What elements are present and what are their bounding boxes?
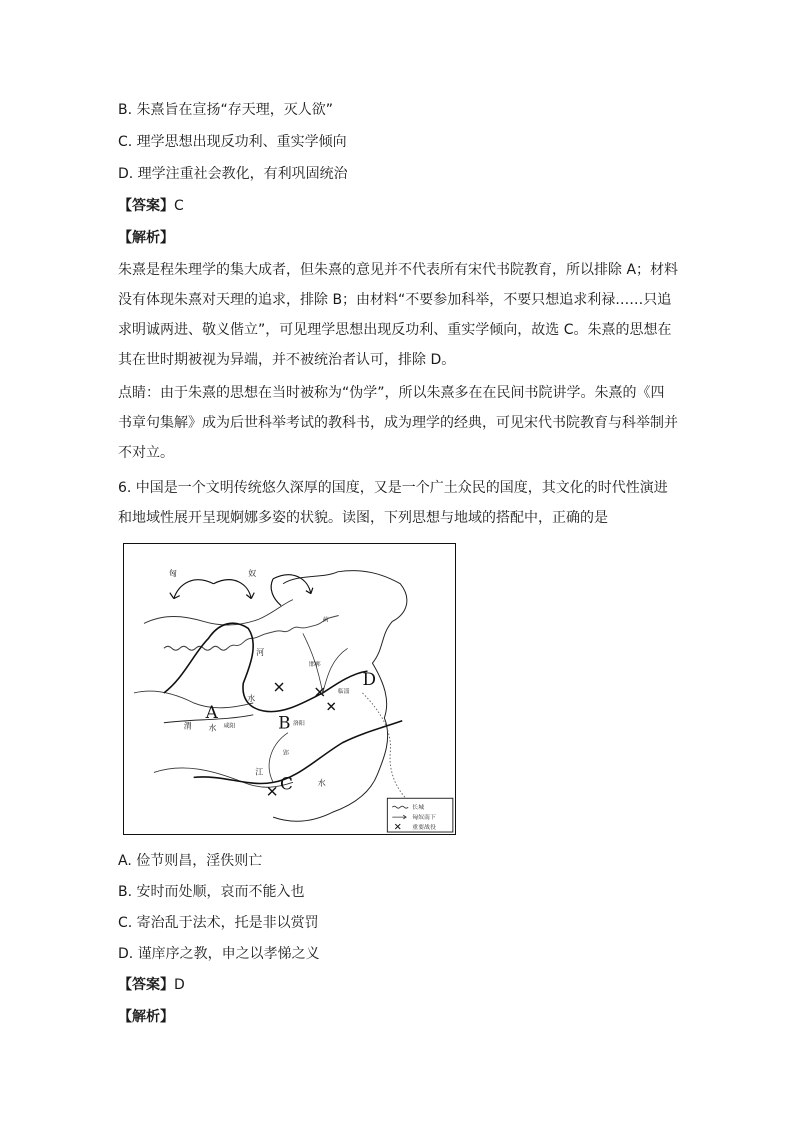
city-label: 蓟: [322, 616, 329, 624]
q6-analysis-tag: 【解析】: [118, 1009, 174, 1025]
region-label-b: B: [278, 712, 291, 733]
q5-analysis-tag: 【解析】: [118, 230, 174, 246]
q5-comment-line: 不对立。: [118, 445, 174, 461]
q6-stem-line: 6. 中国是一个文明传统悠久深厚的国度，又是一个广土众民的国度，其文化的时代性演进: [118, 480, 668, 496]
city-label: 洛阳: [292, 719, 305, 727]
q5-option-d: D. 理学注重社会教化，有利巩固统治: [118, 166, 348, 182]
answer-value: D: [174, 977, 185, 993]
legend-xiongnu-south: 匈奴南下: [412, 814, 436, 822]
answer-tag: 【答案】: [118, 977, 174, 993]
answer-tag: 【答案】: [118, 198, 174, 214]
q5-analysis-line: 其在世时期被视为异端，并不被统治者认可，排除 D。: [118, 352, 456, 368]
map-canvas: [124, 544, 455, 834]
q5-comment-line: 点睛：由于朱熹的思想在当时被称为“伪学”，所以朱熹多在在民间书院讲学。朱熹的《四: [118, 385, 665, 401]
region-label-d: D: [362, 669, 377, 690]
historical-map: [123, 543, 456, 835]
q5-option-c: C. 理学思想出现反功利、重实学倾向: [118, 134, 347, 150]
q5-analysis-line: 没有体现朱熹对天理的追求，排除 B；由材料“不要参加科举，不要只想追求利禄……只追: [118, 292, 672, 308]
q6-answer: [118, 975, 185, 995]
xiongnu-label: 匈: [168, 568, 177, 578]
legend-battle: 重要战役: [412, 824, 436, 832]
city-label: 临淄: [337, 687, 350, 695]
region-label-c: C: [280, 773, 293, 794]
yellow-river: [164, 623, 368, 711]
river-label: 河: [256, 648, 265, 658]
q5-analysis-line: 求明诚两进、敬义偕立”，可见理学思想出现反功利、重实学倾向，故选 C。朱熹的思想在: [118, 322, 672, 338]
yangtze-river: [194, 721, 403, 784]
q6-stem-line: 和地域性展开呈现婀娜多姿的状貌。读图，下列思想与地域的搭配中，正确的是: [118, 510, 608, 526]
xiongnu-label: 奴: [248, 568, 257, 578]
q6-option-b: B. 安时而处顺，哀而不能入也: [118, 884, 305, 900]
q5-answer: [118, 196, 184, 216]
q5-option-b: B. 朱熹旨在宣扬“存天理，灭人欲”: [118, 102, 334, 118]
q6-option-c: C. 寄治乱于法术，托是非以赏罚: [118, 915, 319, 931]
river-label: 江: [255, 767, 264, 777]
river-label: 渭: [183, 721, 192, 731]
city-label: 邯郸: [308, 661, 321, 669]
river-label: 水: [247, 693, 256, 703]
q6-option-d: D. 谨庠序之教，申之以孝悌之义: [118, 946, 320, 962]
q6-option-a: A. 俭节则昌，淫佚则亡: [118, 853, 263, 869]
legend-great-wall: 长城: [412, 804, 425, 812]
city-label: 郢: [283, 749, 289, 757]
region-label-a: A: [205, 701, 218, 722]
map-legend: [387, 798, 453, 832]
city-label: 咸阳: [223, 722, 236, 730]
river-label: 水: [208, 723, 217, 733]
river-label: 水: [317, 778, 326, 788]
answer-value: C: [174, 198, 184, 214]
q5-analysis-line: 朱熹是程朱理学的集大成者，但朱熹的意见并不代表所有宋代书院教育，所以排除 A；材料: [118, 262, 679, 278]
q5-comment-line: 书章句集解》成为后世科举考试的教科书，成为理学的经典，可见宋代书院教育与科举制并: [118, 415, 678, 431]
